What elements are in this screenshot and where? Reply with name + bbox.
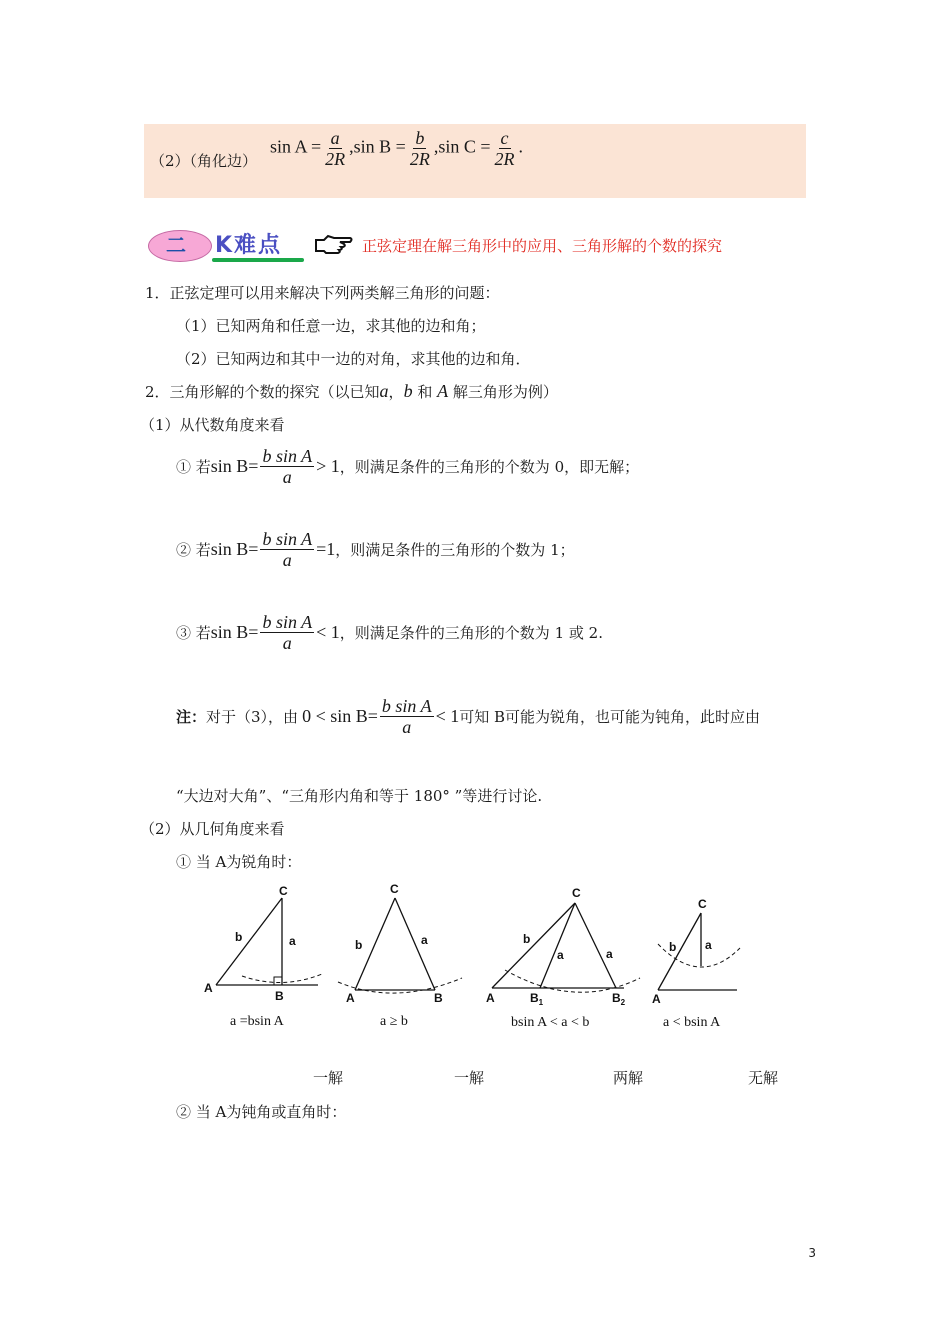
fig3-label-C: C — [572, 886, 581, 900]
section2-sub2: （2）从几何角度来看 — [140, 820, 285, 838]
figure-1-right-triangle — [204, 884, 322, 1003]
fig1-label-C: C — [279, 884, 288, 898]
section-heading: 正弦定理在解三角形中的应用、三角形解的个数的探究 — [362, 237, 723, 255]
pointing-hand-icon — [314, 232, 354, 262]
note: 注：对于（3），由 0 < sin B= $\frac{\text{b sin A}}{a}$ < 1可知 B可能为锐角，也可能为钝角，此时应由 — [176, 696, 761, 737]
fig3-label-B1: $B_1$ — [530, 991, 544, 1007]
fig2-label-A: A — [346, 991, 355, 1005]
sinA-lhs: sin A = — [270, 136, 322, 157]
section1-item1: （1）已知两角和任意一边，求其他的边和角； — [176, 317, 486, 335]
fig2-label-b: b — [355, 938, 363, 952]
sinC-lhs: ,sin C = — [433, 136, 491, 157]
section-title: K难点 — [215, 233, 283, 258]
section1-item2: （2）已知两边和其中一边的对角，求其他的边和角． — [176, 350, 531, 368]
fig3-label-b: b — [523, 932, 531, 946]
fig2-label-B: B — [434, 991, 443, 1005]
figure-3-two-solutions — [486, 886, 640, 1007]
figure-2-isosceles — [338, 882, 462, 1005]
triangle-figures — [200, 878, 760, 1038]
section1-title: 1．正弦定理可以用来解决下列两类解三角形的问题： — [145, 284, 500, 302]
acute-case-title: ① 当 A为锐角时： — [176, 853, 302, 871]
fig4-result: 无解 — [748, 1069, 779, 1087]
obtuse-case-title: ② 当 A为钝角或直角时： — [176, 1103, 347, 1121]
section2-sub1: （1）从代数角度来看 — [140, 416, 285, 434]
sinB-fraction: $\frac{b}{2R}$ — [409, 128, 430, 169]
case-2: ② 若sin B= $\frac{\text{b sin A}}{a}$ =1，则满足条件的三角形的个数为 1； — [176, 529, 575, 570]
box-label: （2）（角化边） — [150, 152, 258, 170]
fig1-label-a: a — [289, 934, 296, 948]
fig3-label-a2: a — [606, 947, 613, 961]
angle-to-side-formula: sin A = $\frac{a}{2R}$ ,sin B = $\frac{b}{2R}$ ,sin C = $\frac{c}{2R}$ . — [270, 128, 524, 169]
section-title-underline — [212, 258, 304, 262]
page-number: 3 — [808, 1246, 816, 1260]
figure-4-no-solution — [652, 897, 740, 1006]
note-continuation: “大边对大角”、“三角形内角和等于 180° ”等进行讨论. — [176, 787, 543, 805]
fig3-label-B2: $B_2$ — [612, 991, 626, 1007]
fig4-caption: a < bsin A — [663, 1015, 721, 1030]
fig2-label-a: a — [421, 933, 428, 947]
fig4-label-a: a — [705, 938, 712, 952]
case-3: ③ 若sin B= $\frac{\text{b sin A}}{a}$ < 1，则满足条件的三角形的个数为 1 或 2. — [176, 612, 603, 653]
fig1-label-b: b — [235, 930, 243, 944]
fig3-result: 两解 — [613, 1069, 644, 1087]
fig1-label-A: A — [204, 981, 213, 995]
fig3-caption: bsin A < a < b — [511, 1015, 590, 1030]
fig1-label-B: B — [275, 989, 284, 1003]
sinB-lhs: ,sin B = — [349, 136, 406, 157]
fig4-label-C: C — [698, 897, 707, 911]
fig3-label-a1: a — [557, 948, 564, 962]
fig1-result: 一解 — [313, 1069, 344, 1087]
fig2-label-C: C — [390, 882, 399, 896]
fig4-label-A: A — [652, 992, 661, 1006]
sinC-fraction: $\frac{c}{2R}$ — [494, 128, 515, 169]
fig3-label-A: A — [486, 991, 495, 1005]
section-number: 二 — [166, 233, 186, 257]
fig4-label-b: b — [669, 940, 677, 954]
fig2-caption: a ≥ b — [380, 1014, 408, 1029]
section2-title: 2．三角形解的个数的探究（以已知a，b 和 A 解三角形为例） — [145, 381, 558, 401]
fig2-result: 一解 — [454, 1069, 485, 1087]
sinA-fraction: $\frac{a}{2R}$ — [325, 128, 346, 169]
case-1: ① 若sin B= $\frac{\text{b sin A}}{a}$ > 1，则满足条件的三角形的个数为 0，即无解； — [176, 446, 640, 487]
fig1-caption: a =bsin A — [230, 1014, 284, 1029]
